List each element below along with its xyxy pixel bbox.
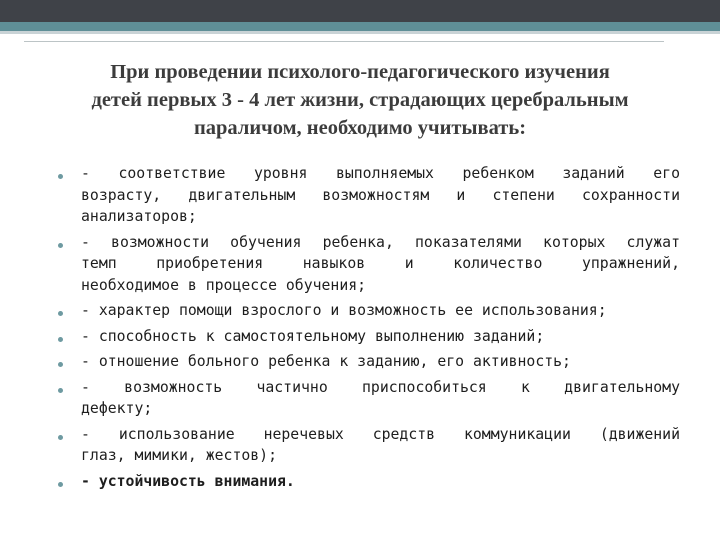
bullet-icon [58,174,63,179]
item-line: - возможность частично приспособиться к двигательному [81,378,680,396]
item-line: - использование неречевых средств коммуникации (движений [81,425,680,443]
title-line: При проведении психолого-педагогического изучения [110,61,610,83]
item-line: темп приобретения навыков и количество упражнений, [81,255,680,272]
list-item [58,326,680,348]
slide-title [40,58,680,142]
bullet-icon [58,482,63,487]
list-item [58,377,680,420]
bullet-icon [58,311,63,316]
item-line: - отношение больного ребенка к заданию, его активность; [81,353,571,370]
item-line: необходимое в процессе обучения; [81,276,367,294]
item-line: дефекту; [81,400,153,417]
divider-line [24,41,664,42]
title-line: детей первых 3 - 4 лет жизни, страдающих церебральным [91,89,629,111]
bullet-icon [58,362,63,367]
list-item [58,351,680,373]
item-line: - характер помощи взрослого и возможность ее использования; [81,302,607,319]
item-line: - соответствие уровня выполняемых ребенком заданий его [81,165,680,182]
list-item [58,232,680,297]
bullet-list [58,163,680,496]
bullet-icon [58,337,63,342]
header-bar-teal [0,22,720,31]
header-bar-dark [0,0,720,22]
title-line: параличом, необходимо учитывать: [193,117,527,139]
item-line: анализаторов; [81,208,197,225]
bullet-icon [58,243,63,248]
item-line: возрасту, двигательным возможностям и степени сохранности [81,186,680,204]
list-item [58,424,680,467]
list-item [58,300,680,322]
bullet-icon [58,388,63,393]
item-line: - способность к самостоятельному выполнению заданий; [81,327,545,345]
header-bar-light [0,31,720,34]
list-item [58,471,680,493]
item-line: глаз, мимики, жестов); [81,447,277,464]
item-line: - возможности обучения ребенка, показателями которых служат [81,233,680,251]
item-line: - устойчивость внимания. [81,472,295,490]
list-item [58,163,680,228]
bullet-icon [58,435,63,440]
